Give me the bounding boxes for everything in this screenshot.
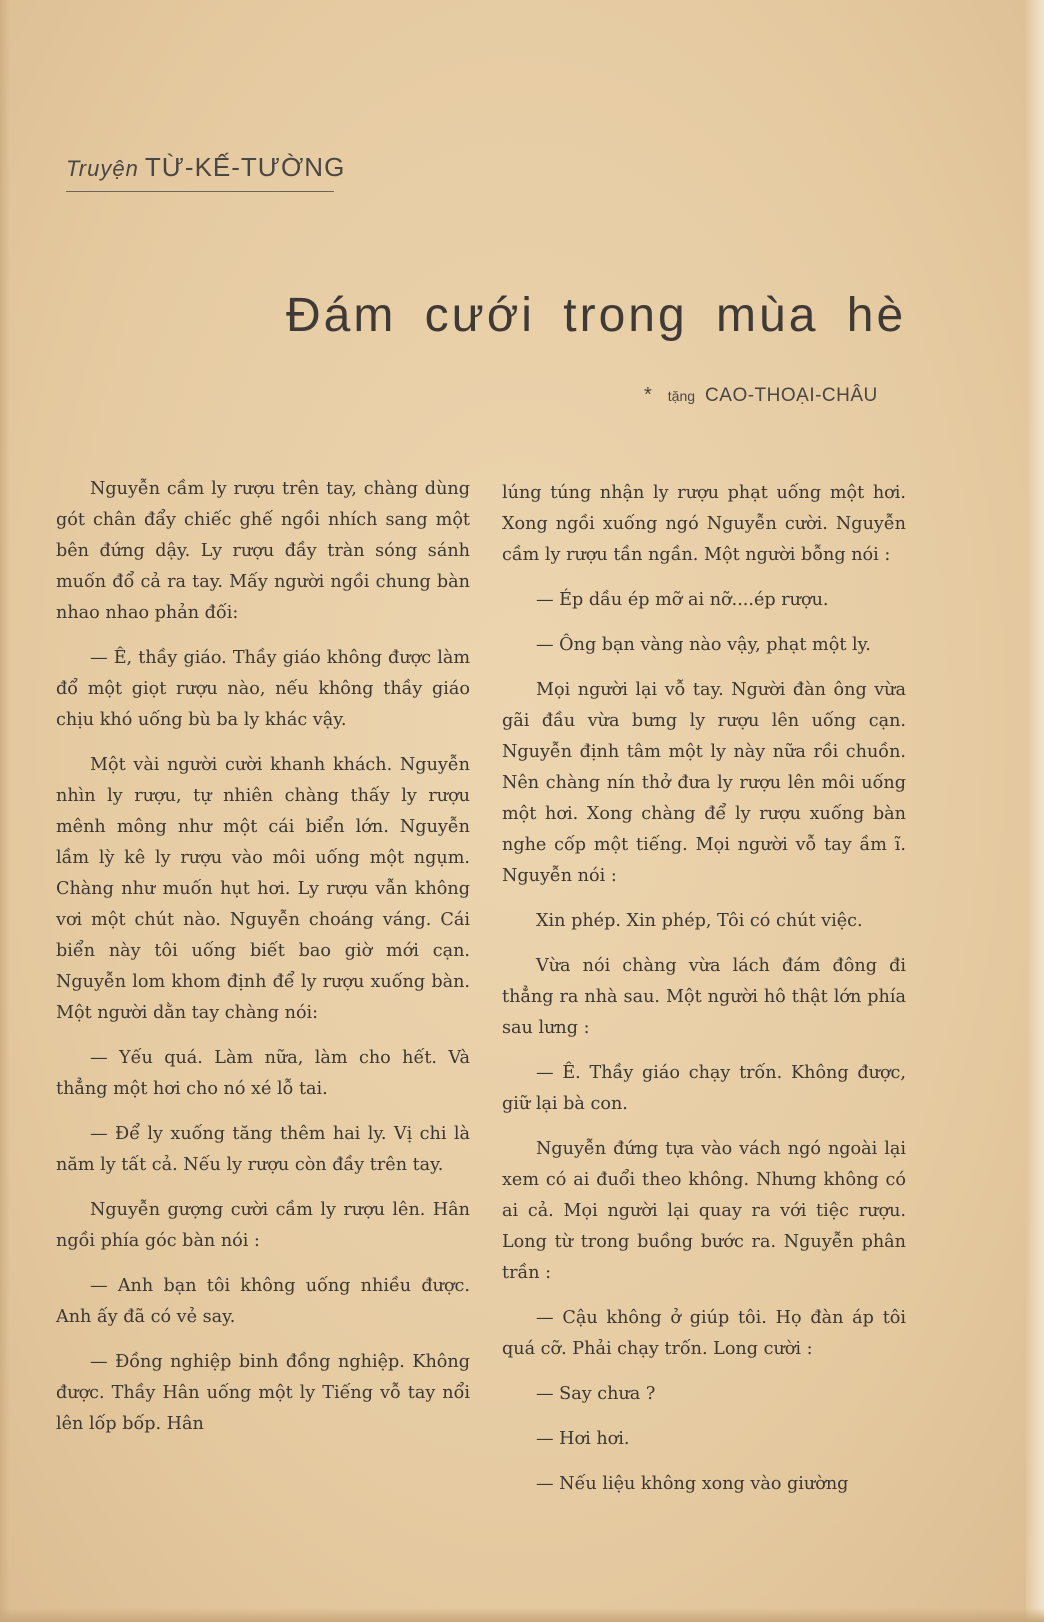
left-column: [56, 474, 470, 1454]
paragraph: Nguyễn cầm ly rượu trên tay, chàng dùng gót chân đẩy chiếc ghế ngồi nhích sang một bên đứng dậy. Ly rượu đầy tràn sóng sánh muốn đổ cả ra tay. Mấy người ngồi chung bàn nhao nhao phản đối:: [56, 479, 470, 623]
paragraph: — Yếu quá. Làm nữa, làm cho hết. Và thẳng một hơi cho nó xé lỗ tai.: [56, 1048, 470, 1099]
paragraph: lúng túng nhận ly rượu phạt uống một hơi. Xong ngồi xuống ngó Nguyễn cười. Nguyễn cầm ly rượu tần ngần. Một người bỗng nói :: [502, 483, 906, 565]
series-prefix: Truyện: [66, 156, 139, 181]
paragraph: — Say chưa ?: [536, 1384, 656, 1404]
paragraph: Một vài người cười khanh khách. Nguyễn nhìn ly rượu, tự nhiên chàng thấy ly rượu mênh mông như một cái biển lớn. Nguyễn lầm lỳ kê ly rượu vào môi uống một ngụm. Chàng như muốn hụt hơi. Ly rượu vẫn không vơi một chút nào. Nguyễn choáng váng. Cái biển này tôi uống biết bao giờ mới cạn. Nguyễn lom khom định để ly rượu xuống bàn. Một người dằn tay chàng nói:: [56, 755, 470, 1023]
paragraph: — Để ly xuống tăng thêm hai ly. Vị chi là năm ly tất cả. Nếu ly rượu còn đầy trên tay.: [56, 1124, 470, 1175]
paper-edge-bottom: [0, 1608, 1044, 1622]
dedication-star: *: [644, 384, 652, 406]
paragraph: — Ê. Thầy giáo chạy trốn. Không được, giữ lại bà con.: [502, 1063, 906, 1114]
right-column: [502, 478, 906, 1514]
paragraph: — Nếu liệu không xong vào giường: [536, 1474, 849, 1494]
dedication-name: CAO-THOẠI-CHÂU: [705, 385, 878, 406]
paragraph: Nguyễn đứng tựa vào vách ngó ngoài lại xem có ai đuổi theo không. Nhưng không có ai cả. Mọi người lại quay ra với tiệc rượu. Long từ trong buồng bước ra. Nguyễn phân trần :: [502, 1139, 906, 1283]
paragraph: — Ép dầu ép mỡ ai nỡ....ép rượu.: [536, 590, 829, 610]
author-line: [66, 152, 345, 183]
paragraph: Xin phép. Xin phép, Tôi có chút việc.: [536, 911, 863, 931]
dedication-to: tặng: [667, 388, 696, 404]
author-rule: [66, 191, 334, 192]
paragraph: Vừa nói chàng vừa lách đám đông đi thẳng ra nhà sau. Một người hô thật lớn phía sau lưng :: [502, 956, 906, 1038]
paragraph: — Ông bạn vàng nào vậy, phạt một ly.: [536, 635, 871, 655]
paragraph: — Cậu không ở giúp tôi. Họ đàn áp tôi quá cỡ. Phải chạy trốn. Long cười :: [502, 1308, 906, 1359]
paragraph: — Anh bạn tôi không uống nhiều được. Anh ấy đã có vẻ say.: [56, 1276, 470, 1327]
paragraph: — Đồng nghiệp binh đồng nghiệp. Không được. Thầy Hân uống một ly Tiếng vỗ tay nổi lên lốp bốp. Hân: [56, 1352, 470, 1434]
paper-edge-left: [0, 0, 10, 1622]
author-name: TỪ-KẾ-TƯỜNG: [144, 152, 346, 182]
story-title: Đám cưới trong mùa hè: [286, 289, 907, 342]
paragraph: Nguyễn gượng cười cầm ly rượu lên. Hân ngồi phía góc bàn nói :: [56, 1200, 470, 1251]
paragraph: — Hơi hơi.: [536, 1429, 630, 1449]
paper-edge-right: [1026, 0, 1044, 1622]
paragraph: — Ê, thầy giáo. Thầy giáo không được làm đổ một giọt rượu nào, nếu không thầy giáo chịu khó uống bù ba ly khác vậy.: [56, 648, 470, 730]
paragraph: Mọi người lại vỗ tay. Người đàn ông vừa gãi đầu vừa bưng ly rượu lên uống cạn. Nguyễn định tâm một ly này nữa rồi chuồn. Nên chàng nín thở đưa ly rượu lên môi uống một hơi. Xong chàng để ly rượu xuống bàn nghe cốp một tiếng. Mọi người vỗ tay ầm ĩ. Nguyễn nói :: [502, 680, 906, 886]
dedication: [644, 384, 878, 407]
